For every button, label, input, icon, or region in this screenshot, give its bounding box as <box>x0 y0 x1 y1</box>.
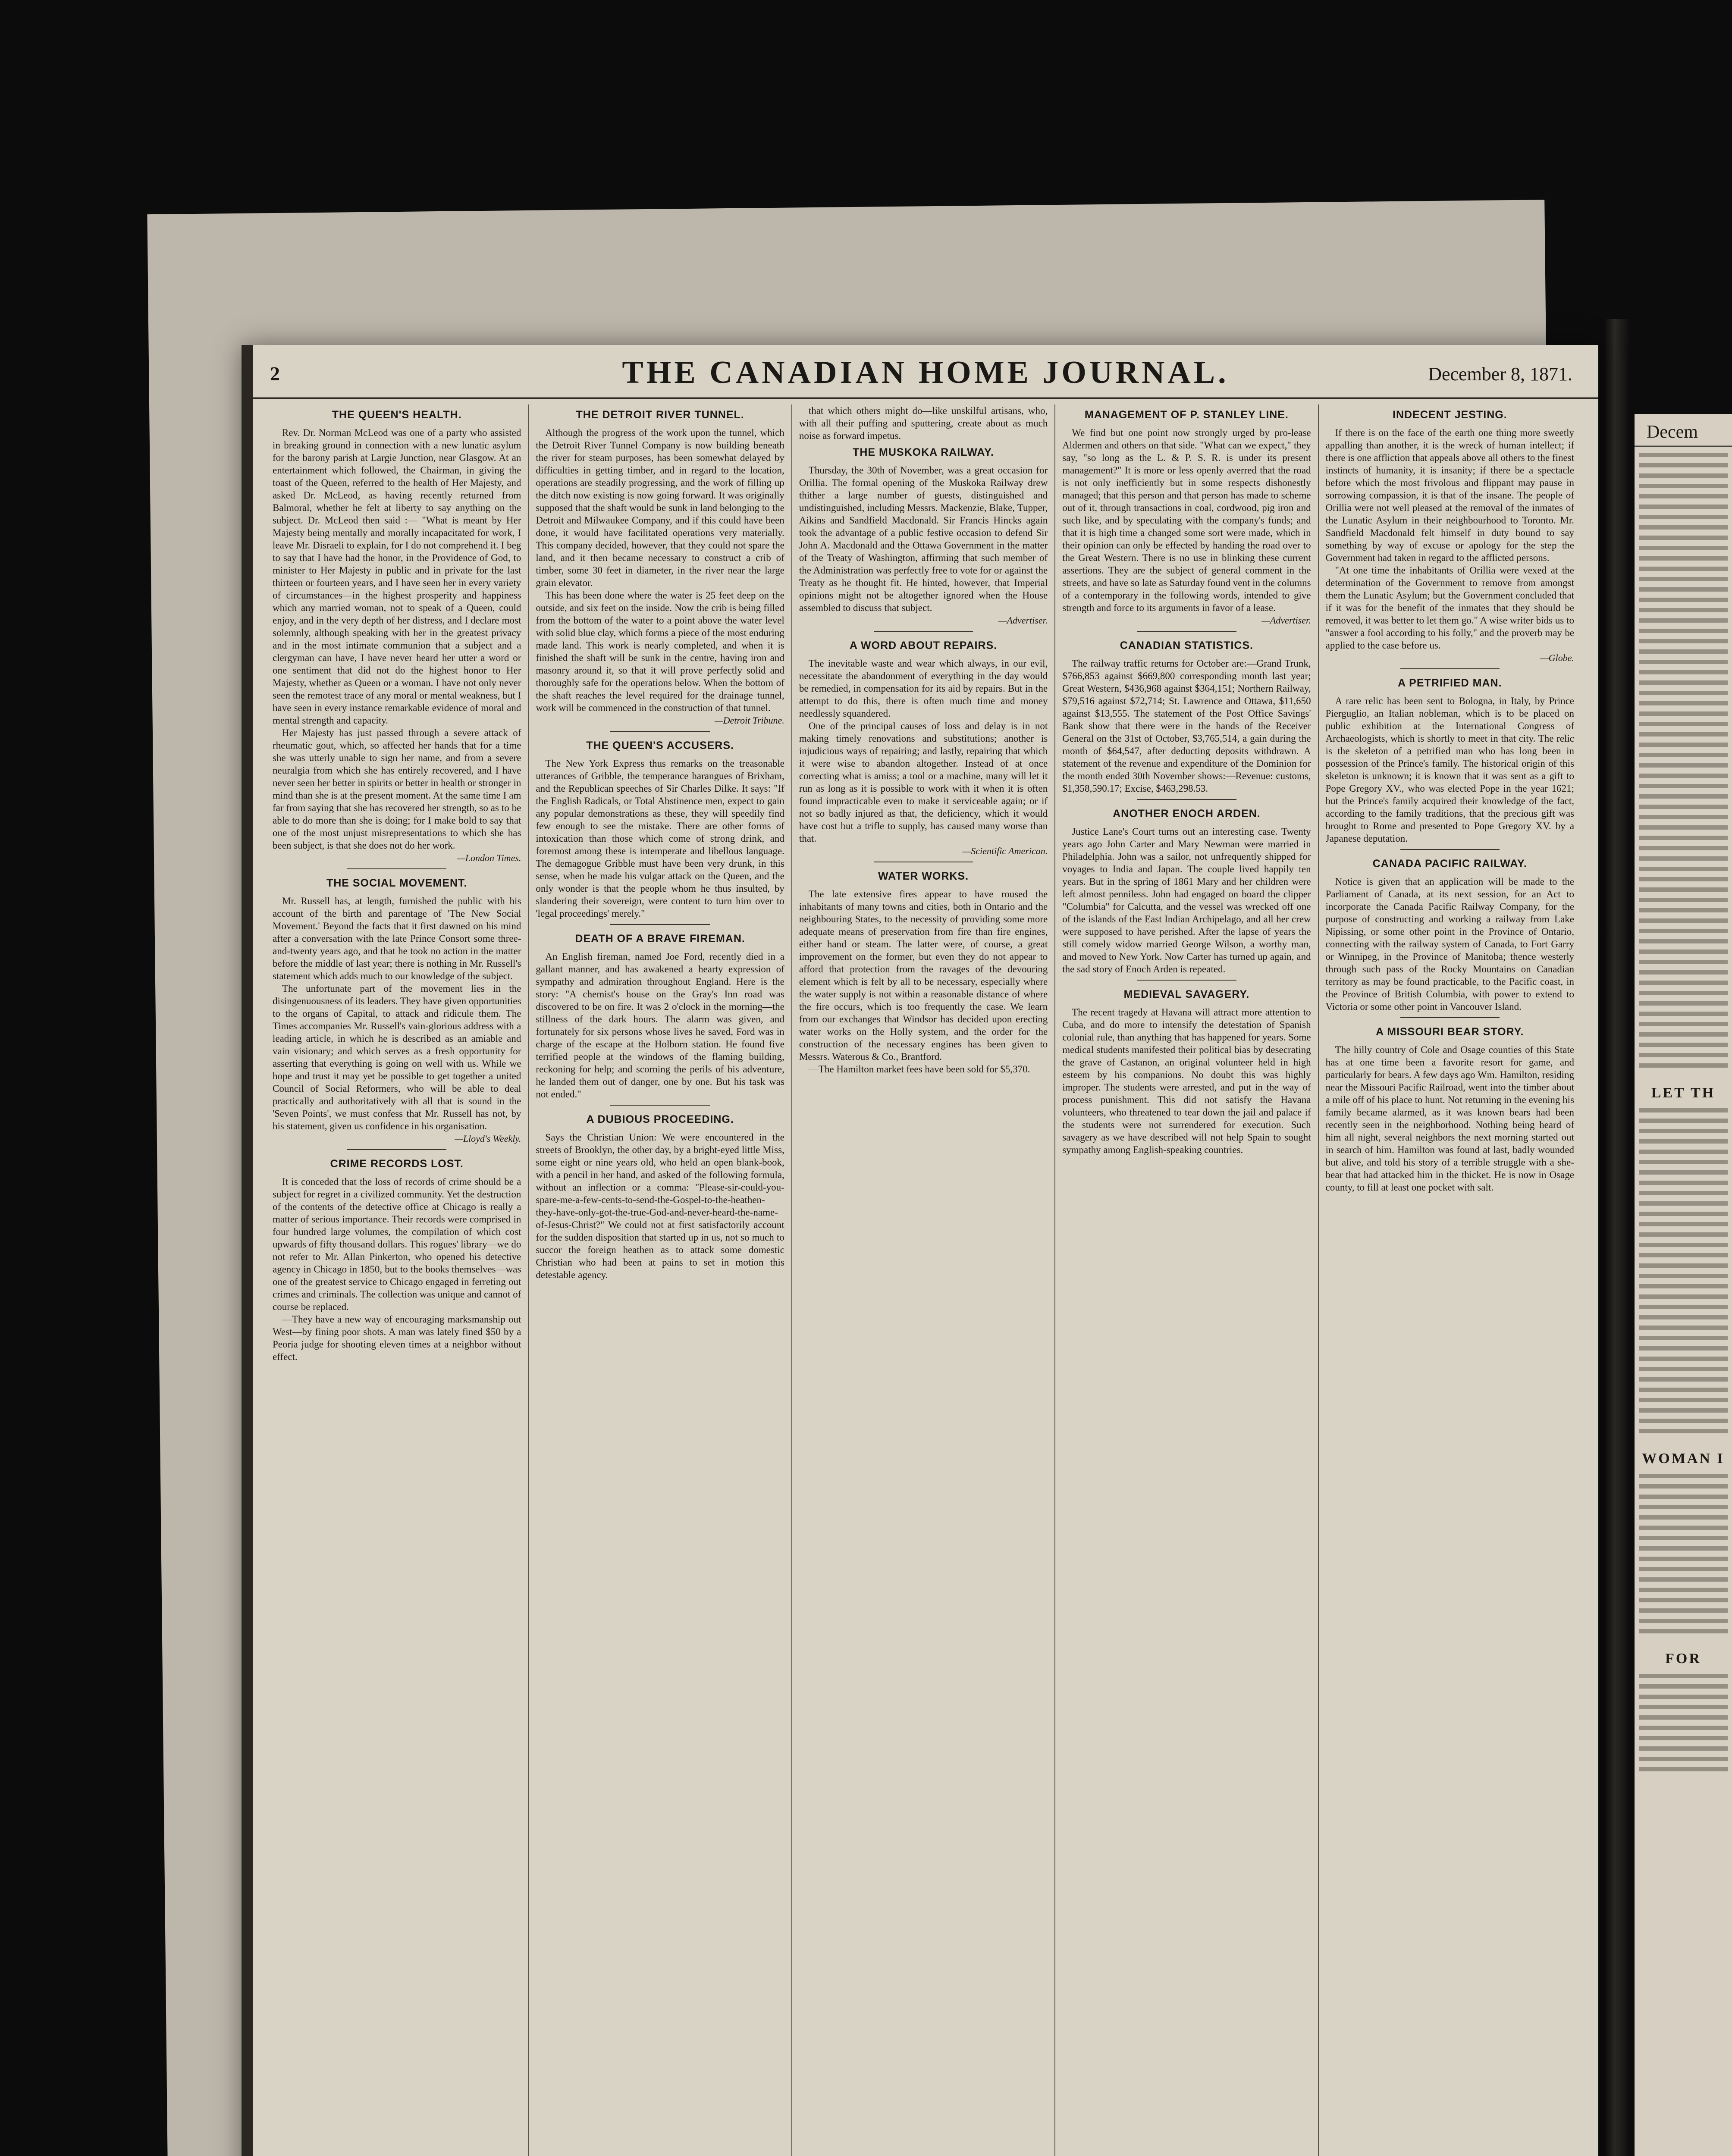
article-body <box>1062 426 1311 627</box>
column-5 <box>1319 404 1581 2156</box>
masthead-title: THE CANADIAN HOME JOURNAL. <box>622 355 1229 390</box>
article-title: A PETRIFIED MAN. <box>1398 677 1502 689</box>
source-credit: —Globe. <box>1540 652 1575 663</box>
paragraph: Justice Lane's Court turns out an interesting case. Twenty years ago John Carter and Mary Newman were married in Philadelphia. John was a sailor, not unfrequently shipped for voyages to India and Japan. The couple lived happily ten years. But in the spring of 1861 Mary and her children were left almost penniless. John had engaged on board the clipper "Columbia" for Calcutta, and the vessel was wrecked off one of the islands of the East Indian Archipelago, and all her crew were supposed to have perished. After the lapse of years the still comely widow married George Wilson, a worthy man, and moved to New York. Now Carter has turned up again, and the sad story of Enoch Arden is repeated. <box>1062 826 1311 975</box>
section-divider <box>347 868 447 869</box>
paragraph: The recent tragedy at Havana will attract more attention to Cuba, and do more to intensify the detestation of Spanish colonial rule, than anything that has happened for years. Some medical students manifested their political bias by desecrating the grave of Castanon, an original volunteer held in high esteem by his companions. No doubt this was highly improper. The students were arrested, and put in the way of process punishment. This did not satisfy the Havana volunteers, who threatened to tear down the jail and palace if the students were not surrendered for execution. Such savagery as we have described will not help Spain to sought sympathy among English-speaking countries. <box>1062 1007 1311 1155</box>
article-body <box>273 1175 521 1363</box>
article-petrified-man <box>1326 677 1574 850</box>
section-divider <box>610 1105 710 1106</box>
section-divider <box>1400 1017 1500 1018</box>
article-title: THE DETROIT RIVER TUNNEL. <box>576 409 744 421</box>
article-canadian-statistics <box>1062 639 1311 800</box>
article-title: A WORD ABOUT REPAIRS. <box>849 639 998 652</box>
article-crime-records <box>273 1158 521 1363</box>
facing-page-heading: FOR <box>1665 1651 1701 1667</box>
article-medieval-savagery <box>1062 988 1311 1156</box>
paragraph: —They have a new way of encouraging marksmanship out West—by fining poor shots. A man was lately fined $50 by a Peoria judge for shooting eleven times at a neighbor without effect. <box>273 1314 521 1362</box>
section-divider <box>1400 849 1500 850</box>
article-indecent-jesting <box>1326 409 1574 669</box>
article-title: MANAGEMENT OF P. STANLEY LINE. <box>1084 409 1289 421</box>
article-title: CANADA PACIFIC RAILWAY. <box>1372 858 1527 870</box>
section-divider <box>610 731 710 732</box>
article-title: CRIME RECORDS LOST. <box>330 1158 464 1170</box>
source-credit: —Detroit Tribune. <box>715 715 784 726</box>
newspaper-page <box>242 345 1598 2156</box>
article-title: INDECENT JESTING. <box>1393 409 1507 421</box>
facing-page-text-block <box>1635 453 1732 1068</box>
article-body <box>536 426 784 727</box>
paragraph: This has been done where the water is 25 feet deep on the outside, and six feet on the inside. Now the crib is being filled from the bottom of the water to a point above the water level with solid blue clay, which forms a piece of the most enduring made land. This work is nearly completed, and when it is finished the shaft will be sunk in the centre, having iron and masonry around it, so that it will prove perfectly solid and thoroughly safe for the operations below. When the bottom of the shaft reaches the level required for the drainage tunnel, work will be commenced in the construction of that tunnel. <box>536 590 784 713</box>
article-body <box>1062 657 1311 795</box>
paragraph: Says the Christian Union: We were encountered in the streets of Brooklyn, the other day, by a bright-eyed little Miss, some eight or nine years old, who held an open blank-book, with a pencil in her hand, and asked of the following formula, without an inflection or a comma: "Please-sir-could-you-spare-me-a-few-cents-to-send-the-Gospel-to-the-heathen-they-have-only-got-the-true-God-and-never-heard-the-name-of-Jesus-Christ?" We could not at first satisfactorily account for the sudden disposition that started up in us, not so much to succor the foreign heathen as to attack some domestic Christian who had been at pains to set in motion this detestable agency. <box>536 1132 784 1280</box>
article-title: DEATH OF A BRAVE FIREMAN. <box>575 933 745 945</box>
paragraph: Rev. Dr. Norman McLeod was one of a party who assisted in breaking ground in connection with a new lunatic asylum for the barony parish at Largie Junction, near Glasgow. At an entertainment which followed, the Chairman, in giving the toast of the Queen, referred to the health of Her Majesty, and asked Dr. McLeod, as having recently returned from Balmoral, whether he felt at liberty to say anything on the subject. Dr. McLeod then said :— "What is meant by Her Majesty being mentally and morally incapacitated for work, I leave Mr. Disraeli to explain, for I do not comprehend it. I beg to say that I have had the honor, in the Providence of God, to minister to Her Majesty in public and in private for the last thirteen or fourteen years, and I have seen her in every variety of circumstances—in the highest prosperity and happiness which any married woman, not to speak of a Queen, could enjoy, and in the very depth of her distress, and I declare most solemnly, although speaking with her in the greatest privacy and in the most intimate communion that a subject and a clergyman can have, I have never heard her utter a word or one sentiment that did not do the highest honor to Her Majesty, whether as Queen or a woman. I have not only never seen the remotest trace of any moral or mental weakness, but I have seen in every instance remarkable evidence of moral and mental strength and capacity. <box>273 427 521 726</box>
article-body <box>536 1131 784 1281</box>
article-detroit-tunnel <box>536 409 784 732</box>
article-body <box>799 888 1048 1075</box>
paragraph: Thursday, the 30th of November, was a great occasion for Orillia. The formal opening of the Muskoka Railway drew thither a large number of guests, distinguished and undistinguished, including Messrs. Mackenzie, Blake, Tupper, Aikins and Sandfield Macdonald. Sir Francis Hincks again took the advantage of a public festive occasion to defend Sir John A. Macdonald and the Ottawa Government in the matter of the Treaty of Washington, affirming that such member of the Administration was perfectly free to vote for or against the Treaty as he thought fit. He hinted, however, that Imperial opinions might not be altogether ignored when the House assembled to discuss that subject. <box>799 465 1048 613</box>
paragraph: Although the progress of the work upon the tunnel, which the Detroit River Tunnel Company is now building beneath the river for steam purposes, has been somewhat delayed by difficulties in getting timber, and in regard to the location, operations are steadily progressing, and the work of filling up the ditch now existing is now going forward. It was originally supposed that the shaft would be sunk in land belonging to the Detroit and Milwaukee Company, and if this could have been done, it would have facilitated operations very materially. This company decided, however, that they could not spare the land, and it then became necessary to construct a crib of timber, some 30 feet in diameter, in the river near the large grain elevator. <box>536 427 784 588</box>
article-body <box>1326 426 1574 664</box>
article-title: THE QUEEN'S ACCUSERS. <box>586 740 734 752</box>
article-brave-fireman <box>536 933 784 1106</box>
source-credit: —Advertiser. <box>998 615 1048 626</box>
paragraph: The hilly country of Cole and Osage counties of this State has at one time been a favorite resort for game, and particularly for bears. A few days ago Wm. Hamilton, residing near the Missouri Pacific Railroad, went into the timber about a mile off of his place to hunt. Not returning in the evening his family became alarmed, as it was known bears had been recently seen in the neighborhood. Nothing being heard of him all night, several neighbors the next morning started out in search of him. Hamilton was found at last, badly wounded but alive, and told his story of a terrible struggle with a she-bear that had attacked him in the thicket. He is now in Osage county, to fill at least one pocket with salt. <box>1325 1044 1575 1193</box>
article-enoch-arden <box>1062 808 1311 981</box>
article-title: CANADIAN STATISTICS. <box>1120 639 1254 652</box>
source-credit: —Lloyd's Weekly. <box>455 1133 521 1144</box>
facing-page-text-block <box>1635 1674 1732 1771</box>
article-dubious-proceeding <box>536 1113 784 1281</box>
article-title: ANOTHER ENOCH ARDEN. <box>1113 808 1261 820</box>
paragraph: It is conceded that the loss of records of crime should be a subject for regret in a civilized community. Yet the destruction of the contents of the detective office at Chicago is really a matter of serious importance. Their records were comprised in four hundred large volumes, the compilation of which cost upwards of fifty thousand dollars. This rogues' library—we do not refer to Mr. Allan Pinkerton, who opened his detective agency in Chicago in 1850, but to the books themselves—was one of the greatest service to Chicago engaged in ferreting out crimes and criminals. The collection was unique and cannot of course be replaced. <box>273 1176 521 1312</box>
paragraph: The unfortunate part of the movement lies in the disingenuousness of its leaders. They have given opportunities to the organs of Capital, to attack and ridicule them. The Times accompanies Mr. Russell's vain-glorious address with a leading article, in which he is described as an amiable and vain visionary; and which serves as a fresh opportunity for asserting that everything is going on well with us. While we hope and trust it may yet be possible to get together a united Council of Social Reformers, who will be able to deal practically and authoritatively with all that is sound in the 'Seven Points', we must confess that Mr. Russell has not, by his statement, given us confidence in his organisation. <box>273 983 521 1131</box>
article-body <box>1326 695 1574 845</box>
facing-page-heading: LET TH <box>1651 1085 1716 1101</box>
paragraph: that which others might do—like unskilful artisans, who, with all their puffing and sputtering, create about as much noise as forward impetus. <box>799 405 1048 441</box>
article-stanley-line <box>1062 409 1311 632</box>
facing-page-date: Decem <box>1635 414 1732 447</box>
source-credit: —London Times. <box>457 852 521 863</box>
article-body <box>536 757 784 920</box>
article-title: THE MUSKOKA RAILWAY. <box>853 446 994 458</box>
page-header <box>253 345 1598 399</box>
article-water-works <box>799 870 1048 1075</box>
source-credit: —Scientific American. <box>962 846 1048 856</box>
article-social-movement <box>273 877 521 1150</box>
facing-page-fragment <box>1635 414 1732 2156</box>
issue-date: December 8, 1871. <box>1428 364 1572 385</box>
article-title: A MISSOURI BEAR STORY. <box>1376 1026 1524 1038</box>
paragraph: One of the principal causes of loss and delay is in not making timely renovations and substitutions; another is injudicious ways of repairing; and lastly, repairing that which it were wise to abandon altogether. Instead of at once correcting what is amiss; a tool or a machine, many will let it run as long as it is possible to work with it when it is often found impracticable even to make it serviceable again; or if not so badly injured as that, the deficiency, which it would have cost but a trifle to supply, has caused many worse than that. <box>799 721 1048 844</box>
paragraph: —The Hamilton market fees have been sold for $5,370. <box>808 1064 1030 1075</box>
paragraph: If there is on the face of the earth one thing more sweetly appalling than another, it is the wreck of human intellect; if there is one affliction that appeals above all others to the finest instincts of humanity, it is insanity; if there be a spectacle before which the most frivolous and flippant may pause in sorrowing compassion, it is that of the insane. The people of Orillia were not well pleased at the removal of the inmates of the Lunatic Asylum in their neighbourhood to Toronto. Mr. Sandfield Macdonald felt himself in duty bound to say something by way of excuse or apology for the step the Government had taken in regard to the afflicted persons. <box>1325 427 1575 563</box>
column-1 <box>266 404 529 2156</box>
article-body <box>799 464 1048 627</box>
section-divider <box>1137 980 1236 981</box>
article-title: MEDIEVAL SAVAGERY. <box>1123 988 1250 1000</box>
section-divider <box>610 924 710 925</box>
facing-page-text-block <box>1635 1474 1732 1633</box>
column-grid <box>266 404 1581 2156</box>
article-queens-health <box>273 409 521 869</box>
paragraph: The inevitable waste and wear which always, in our evil, necessitate the abandonment of everything in the day would be remedied, in compensation for its aid by repairs. But in the attempt to do this, there is often much time and money needlessly squandered. <box>799 658 1048 719</box>
facing-page-heading: WOMAN I <box>1642 1451 1725 1467</box>
section-divider <box>347 1149 447 1150</box>
paragraph: The late extensive fires appear to have roused the inhabitants of many towns and cities, both in Ontario and the neighbouring States, to the necessity of providing some more adequate means of preservation from fire than fire engines, either hand or steam. The latter were, of course, a great improvement on the former, but even they do not appear to afford that protection from the ravages of the devouring element which is felt by all to be necessary, especially where the water supply is not within a reasonable distance of where the fire occurs, which is too frequently the case. We learn from our exchanges that Windsor has decided upon erecting water works on the Holly system, and the order for the construction of the necessary engines has been given to Messrs. Waterous & Co., Brantford. <box>799 889 1048 1062</box>
article-missouri-bear <box>1326 1026 1574 1194</box>
facing-page-text-block <box>1635 1108 1732 1433</box>
paragraph: A rare relic has been sent to Bologna, in Italy, by Prince Pierguglio, an Italian nobleman, which is to be placed on public exhibition at the International Congress of Archaeologists, which is shortly to meet in that city. The relic is the skeleton of a petrified man who has long been in possession of the Prince's family. The historical origin of this skeleton is unknown; it is known that it was sent as a gift to Pope Gregory XV., who was elected Pope in the year 1621; but the Prince's family acquired their knowledge of the fact, according to the family traditions, that the precious gift was brought to Rome and presented to Pope Gregory XV. by a Japanese deputation. <box>1325 696 1575 844</box>
page-number: 2 <box>270 363 280 385</box>
paragraph: "At one time the inhabitants of Orillia were vexed at the determination of the Government to remove from amongst them the Lunatic Asylum; but the Government concluded that if it was for the benefit of the inmates that they should be removed, it was better to let them go." A wise writer bids us to "answer a fool according to his folly," and the proverb may be applied to the case before us. <box>1325 565 1575 651</box>
article-title: THE SOCIAL MOVEMENT. <box>326 877 468 889</box>
column-2 <box>529 404 792 2156</box>
article-title: A DUBIOUS PROCEEDING. <box>586 1113 734 1125</box>
article-body <box>799 657 1048 857</box>
article-body <box>273 895 521 1145</box>
article-title: THE QUEEN'S HEALTH. <box>332 409 462 421</box>
article-title: WATER WORKS. <box>878 870 969 882</box>
article-body <box>273 426 521 864</box>
source-credit: —Advertiser. <box>1261 615 1311 626</box>
article-continuation <box>799 404 1048 442</box>
paragraph: Notice is given that an application will be made to the Parliament of Canada, at its next session, for an Act to incorporate the Canada Pacific Railway Company, for the purpose of constructing and working a railway from Lake Nipissing, or some other point in the Province of Ontario, connecting with the railway system of Canada, to Fort Garry or Winnipeg, in the Province of Manitoba; thence westerly through such pass of the Rocky Mountains on Canadian territory as may be found practicable, to the Pacific coast, in the Province of British Columbia, with power to extend to Victoria or some other point in Vancouver Island. <box>1325 876 1575 1012</box>
paragraph: An English fireman, named Joe Ford, recently died in a gallant manner, and has awakened a hearty expression of sympathy and admiration throughout England. Here is the story: "A chemist's house on the Gray's Inn road was discovered to be on fire. It was 2 o'clock in the morning—the stillness of the dark hours. The alarm was given, and fortunately for six persons whose lives he saved, Ford was in charge of the escape at the Holborn station. He found five terrified people at the windows of the flaming building, reckoning for help; and scorning the perils of his adventure, he landed them out of danger, one by one. But his task was not ended." <box>536 951 784 1100</box>
book-spine-gutter <box>1604 319 1630 2156</box>
paragraph: The railway traffic returns for October are:—Grand Trunk, $766,853 against $669,800 corresponding month last year; Great Western, $436,968 against $364,151; Northern Railway, $79,516 against $72,714; St. Lawrence and Ottawa, $11,650 against $13,555. The statement of the Post Office Savings' Bank show that there were in the hands of the Receiver General on the 31st of October, $3,765,514, a gain during the month of $64,547, after deducting deposits withdrawn. A statement of the revenue and expenditure of the Dominion for the month ended 30th November shows:—Revenue: customs, $1,358,590.17; Excise, $463,298.53. <box>1062 658 1311 794</box>
article-queens-accusers <box>536 740 784 925</box>
article-word-about-repairs <box>799 639 1048 862</box>
paragraph: The New York Express thus remarks on the treasonable utterances of Gribble, the temperance harangues of Brixham, and the Republican speeches of Sir Charles Dilke. It says: "If the English Radicals, or Total Abstinence men, expect to gain any popular demonstrations as these, they will speedily find few enough to see the mistake. There are other forms of intoxication than those which come of strong drink, and foremost among these is intemperate and libellous language. The demagogue Gribble must have been very drunk, in this sense, when he made his vulgar attack on the Queen, and the only wonder is that the people whom he thus insulted, by slandering their sovereign, were content to turn him over to 'legal proceedings' merely." <box>536 758 784 919</box>
article-body <box>1326 875 1574 1013</box>
article-body <box>1326 1044 1574 1194</box>
section-divider <box>1137 631 1236 632</box>
section-divider <box>1137 799 1236 800</box>
article-body <box>1062 825 1311 975</box>
column-3 <box>792 404 1055 2156</box>
article-body <box>1062 1006 1311 1156</box>
article-muskoka-railway <box>799 404 1048 632</box>
paragraph: Her Majesty has just passed through a severe attack of rheumatic gout, which, so affected her hands that for a time she was utterly unable to sign her name, and from a severe neuralgia from which she has entirely recovered, and I have never seen her better in spirits or better in health or stronger in mind than she is at the present moment. At the same time I am far from saying that she has recovered her strength, so as to be able to do more than she is doing; for I make bold to say that one of the most unjust misrepresentations to which she has been subject, is that she does not do her work. <box>273 727 521 851</box>
section-divider <box>1400 668 1500 669</box>
paragraph: Mr. Russell has, at length, furnished the public with his account of the birth and parentage of 'The New Social Movement.' Beyond the facts that it first dawned on his mind after a conversation with the late Prince Consort some three-and-twenty years ago, and that he took no action in the matter before the middle of last year; there is nothing in Mr. Russell's statement which adds much to our knowledge of the subject. <box>273 896 521 981</box>
paragraph: We find but one point now strongly urged by pro-lease Aldermen and others on that side. "What can we expect," they say, "so long as the L. & P. S. R. is under its present management?" It is more or less openly averred that the road is not only inefficiently but in some respects dishonestly managed; that this person and that person has made to scheme out of it, through transactions in coal, cordwood, pig iron and such like, and by speculating with the company's funds; and that it is high time a changed some sort were made, which in their opinion can only be effected by handing the road over to the Great Western. There is no use in blinking these current assertions. They are the subject of general comment in the streets, and have so late as Saturday found vent in the columns of a contemporary in the following words, intended to give strength and force to its arguments in favor of a lease. <box>1062 427 1311 613</box>
section-divider <box>874 631 973 632</box>
article-body <box>536 950 784 1100</box>
column-4 <box>1055 404 1318 2156</box>
article-canada-pacific <box>1326 858 1574 1018</box>
